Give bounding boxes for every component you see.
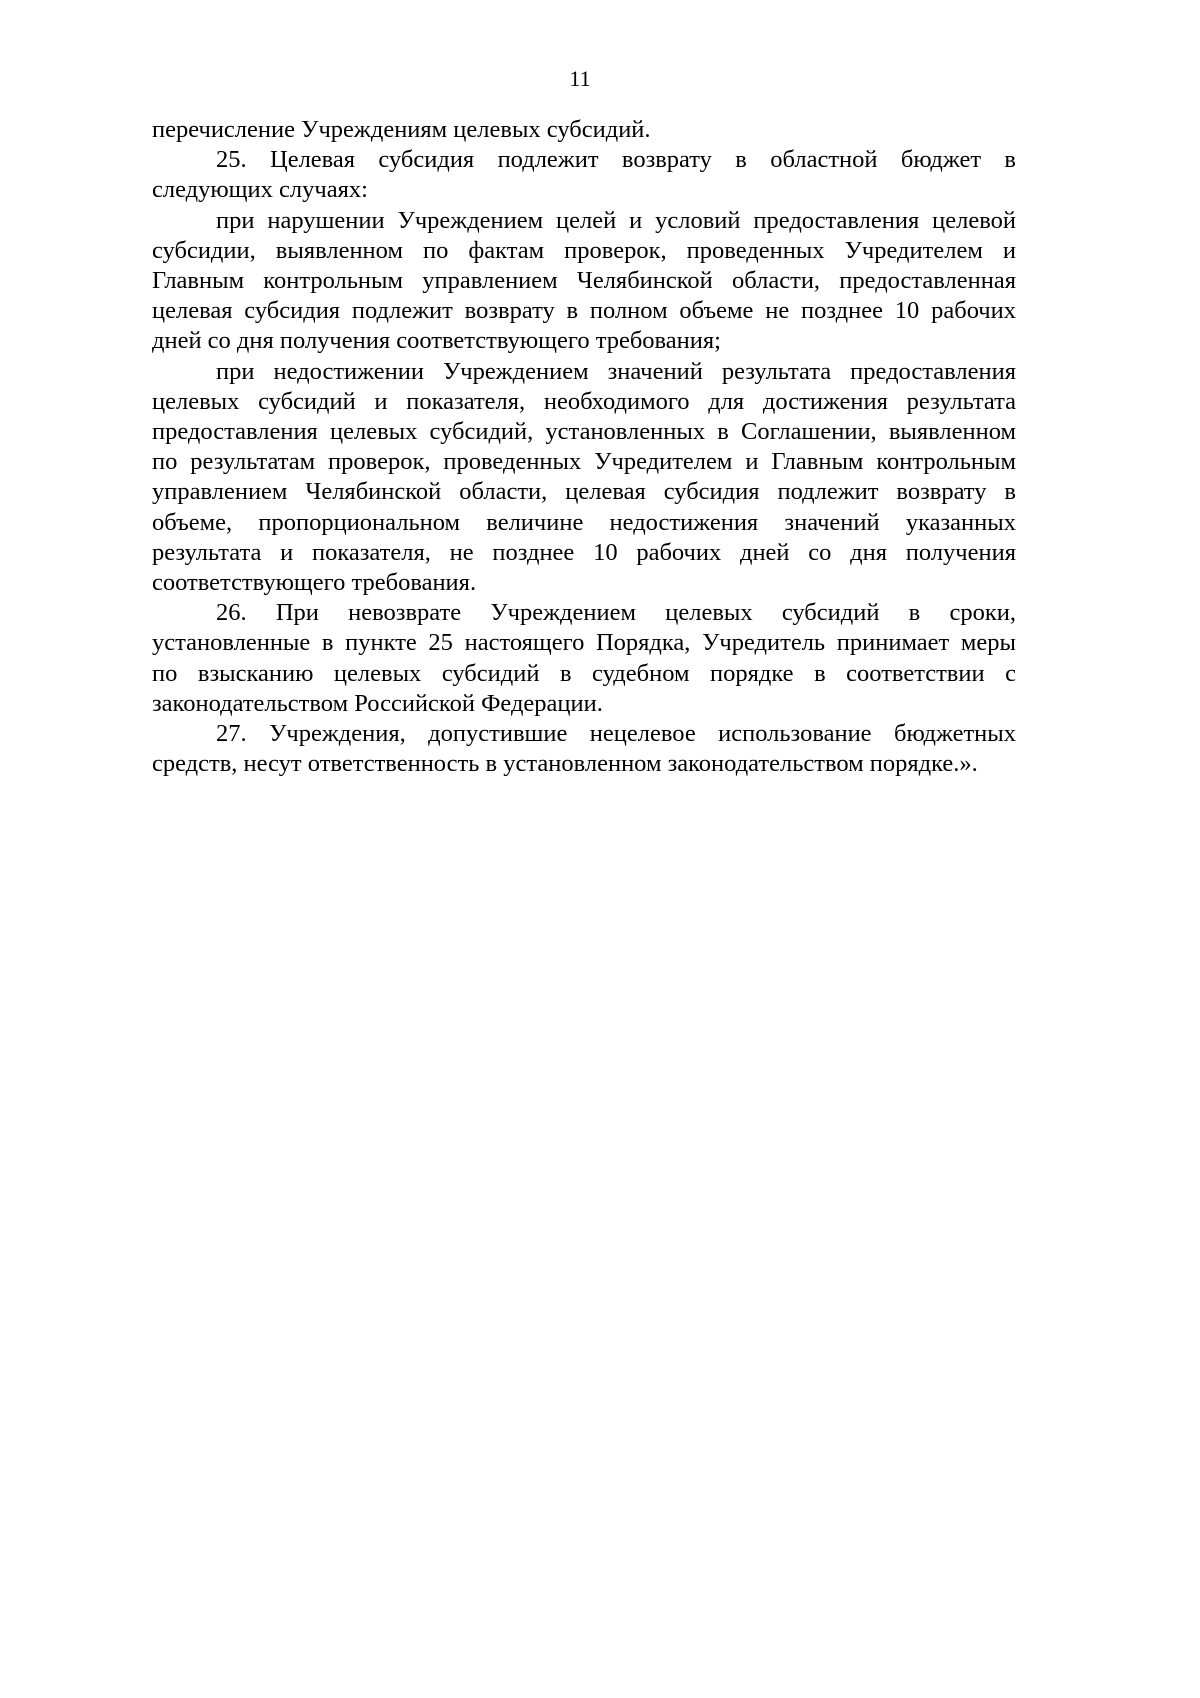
paragraph xyxy=(152,719,1016,779)
document-body xyxy=(152,115,1016,779)
text-line: результата и показателя, не позднее 10 рабочих дней со дня получения xyxy=(152,538,1016,566)
text-line: целевых субсидий и показателя, необходимого для достижения результата xyxy=(152,387,1016,415)
paragraph xyxy=(152,115,1016,145)
text-line: при нарушении Учреждением целей и условий предоставления целевой xyxy=(216,206,1016,234)
text-line: Главным контрольным управлением Челябинской области, предоставленная xyxy=(152,267,1016,295)
text-line: при недостижении Учреждением значений результата предоставления xyxy=(216,357,1016,385)
text-line: установленные в пункте 25 настоящего Порядка, Учредитель принимает меры xyxy=(152,629,1016,657)
text-line: объеме, пропорциональном величине недостижения значений указанных xyxy=(152,508,1016,536)
text-line: по результатам проверок, проведенных Учредителем и Главным контрольным xyxy=(152,448,1016,476)
text-line: следующих случаях: xyxy=(152,176,368,204)
text-line: по взысканию целевых субсидий в судебном порядке в соответствии с xyxy=(152,659,1016,687)
page-number: 11 xyxy=(569,66,591,91)
text-line: 26. При невозврате Учреждением целевых субсидий в сроки, xyxy=(216,599,1016,627)
text-line: средств, несут ответственность в установленном законодательством порядке.». xyxy=(152,750,978,778)
text-line: субсидии, выявленном по фактам проверок, проведенных Учредителем и xyxy=(152,236,1016,264)
text-line: соответствующего требования. xyxy=(152,569,477,597)
paragraph xyxy=(152,206,1016,357)
text-line: 27. Учреждения, допустившие нецелевое использование бюджетных xyxy=(216,720,1016,748)
text-line: дней со дня получения соответствующего требования; xyxy=(152,327,721,355)
paragraph xyxy=(152,145,1016,205)
text-line: управлением Челябинской области, целевая субсидия подлежит возврату в xyxy=(152,478,1016,506)
text-line: перечисление Учреждениям целевых субсидий. xyxy=(152,116,651,143)
text-line: целевая субсидия подлежит возврату в полном объеме не позднее 10 рабочих xyxy=(152,297,1016,325)
text-line: 25. Целевая субсидия подлежит возврату в областной бюджет в xyxy=(216,146,1016,174)
text-line: предоставления целевых субсидий, установленных в Соглашении, выявленном xyxy=(152,418,1016,446)
paragraph xyxy=(152,357,1016,599)
text-line: законодательством Российской Федерации. xyxy=(152,689,603,717)
paragraph xyxy=(152,598,1016,719)
